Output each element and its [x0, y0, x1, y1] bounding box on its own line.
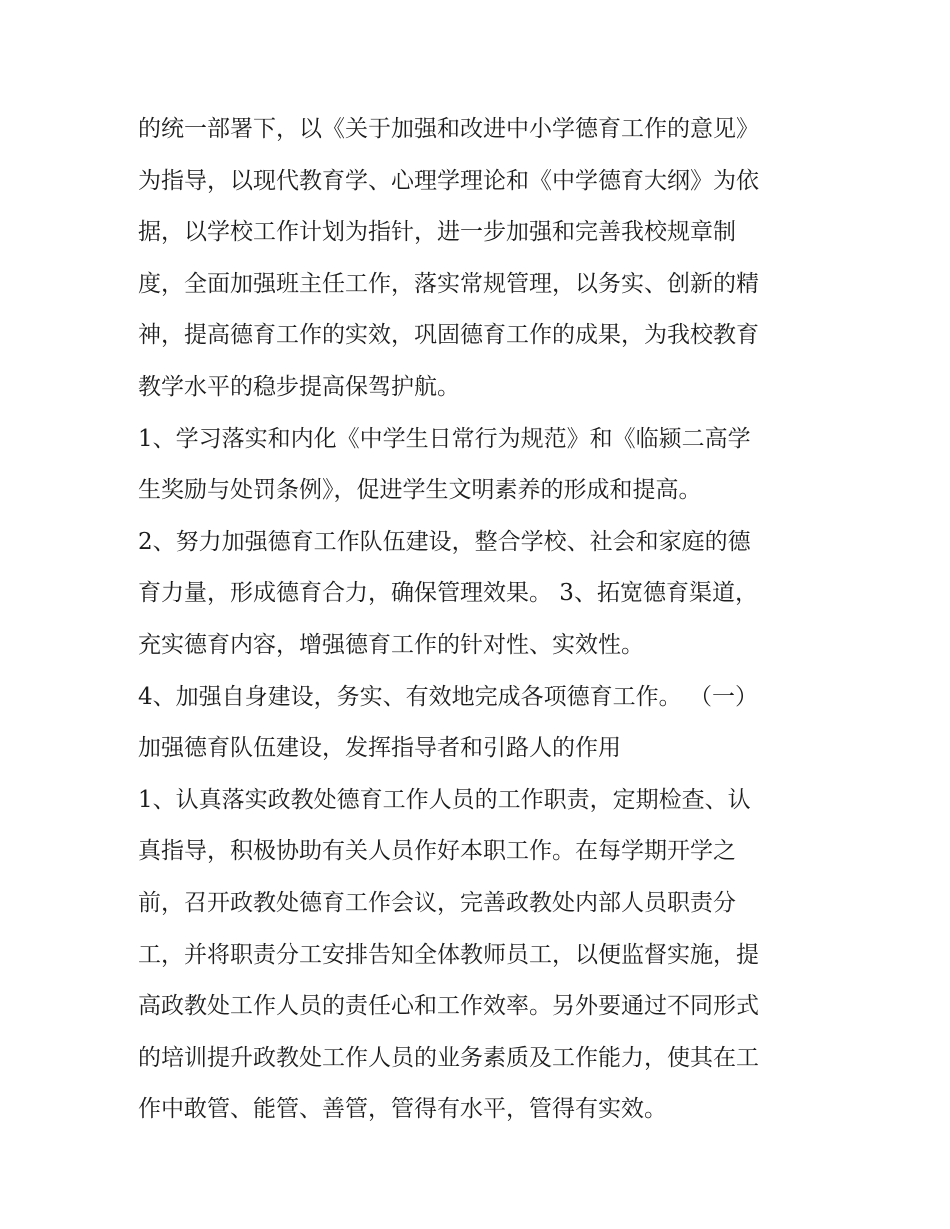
text-line: 加强德育队伍建设，发挥指导者和引路人的作用	[138, 735, 621, 762]
text-line: 育力量，形成德育合力，确保管理效果。 3、拓宽德育渠道，	[138, 580, 758, 607]
document-body	[138, 104, 818, 1136]
text-line: 工，并将职责分工安排告知全体教师员工，以便监督实施，提	[138, 941, 759, 968]
text-line: 作中敢管、能管、善管，管得有水平，管得有实效。	[138, 1096, 667, 1123]
text-line: 的培训提升政教处工作人员的业务素质及工作能力，使其在工	[138, 1044, 759, 1071]
text-line: 真指导，积极协助有关人员作好本职工作。在每学期开学之	[138, 838, 736, 865]
text-line: 生奖励与处罚条例》，促进学生文明素养的形成和提高。	[138, 477, 702, 504]
text-line: 的统一部署下，以《关于加强和改进中小学德育工作的意见》	[138, 116, 759, 142]
text-line: 4、加强自身建设，务实、有效地完成各项德育工作。 （一）	[138, 683, 758, 710]
text-line: 为指导，以现代教育学、心理学理论和《中学德育大纲》为依	[138, 167, 759, 194]
text-line: 1、学习落实和内化《中学生日常行为规范》和《临颍二高学	[138, 425, 751, 452]
text-line: 神，提高德育工作的实效，巩固德育工作的成果，为我校教育	[138, 322, 759, 349]
text-line: 充实德育内容，增强德育工作的针对性、实效性。	[138, 631, 644, 658]
text-line: 度，全面加强班主任工作，落实常规管理，以务实、创新的精	[138, 270, 759, 297]
text-line: 前，召开政教处德育工作会议，完善政教处内部人员职责分	[138, 889, 736, 916]
text-line: 2、努力加强德育工作队伍建设，整合学校、社会和家庭的德	[138, 528, 751, 555]
text-line: 据，以学校工作计划为指针，进一步加强和完善我校规章制	[138, 219, 736, 246]
text-line: 教学水平的稳步提高保驾护航。	[138, 373, 460, 400]
text-line: 高政教处工作人员的责任心和工作效率。另外要通过不同形式	[138, 993, 759, 1020]
text-line: 1、认真落实政教处德育工作人员的工作职责，定期检查、认	[138, 786, 751, 813]
